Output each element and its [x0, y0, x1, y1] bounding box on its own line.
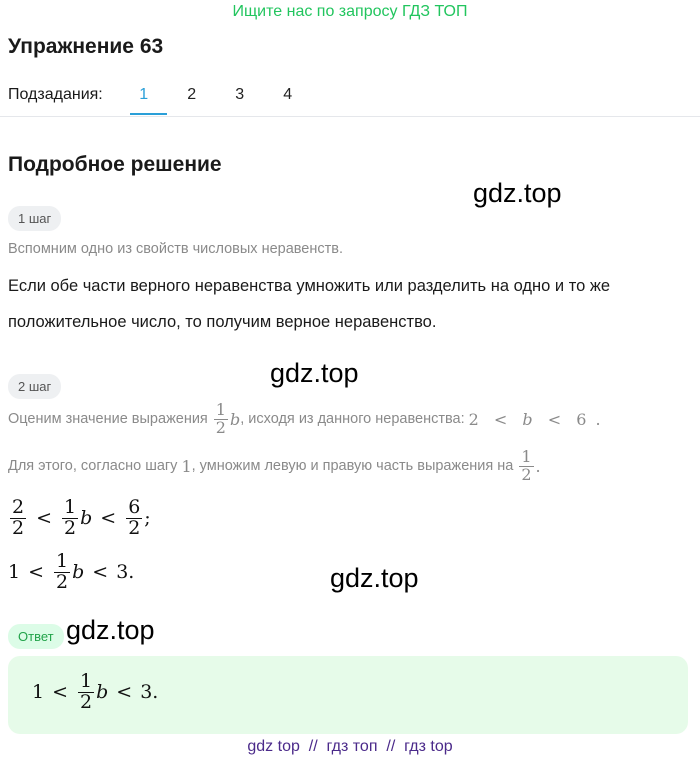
answer-left: 1: [32, 681, 45, 704]
fraction-six-halves: [126, 498, 142, 539]
fraction-denominator: 2: [56, 570, 69, 593]
answer-right: 3.: [140, 681, 159, 704]
math-step-multiply: [8, 498, 151, 539]
active-tab-indicator: [130, 113, 167, 115]
fraction-denominator: 2: [12, 516, 25, 539]
fraction-one-half: [54, 552, 70, 593]
answer-badge: Ответ: [8, 624, 64, 649]
result-right: 3.: [116, 561, 135, 584]
answer-math: [32, 672, 158, 713]
ineq-lt: <: [493, 409, 508, 429]
given-inequality: [469, 410, 601, 429]
subtasks-nav: [8, 86, 312, 104]
step-1-line-2: положительное число, то получим верное неравенство.: [8, 313, 437, 331]
watermark: gdz.top: [330, 563, 419, 593]
fraction-numerator: 1: [56, 550, 69, 572]
variable-b: b: [80, 507, 93, 530]
variable-b: b: [96, 681, 109, 704]
fraction-denominator: 2: [128, 516, 141, 539]
fraction-one-half: [519, 449, 533, 484]
less-than: <: [116, 681, 133, 704]
variable-b: b: [72, 561, 85, 584]
fraction-numerator: 1: [521, 447, 532, 466]
fraction-one-half: [214, 402, 228, 437]
step-2-line-1-text-b: , исходя из данного неравенства:: [240, 411, 465, 428]
less-than: <: [28, 561, 45, 584]
header-divider: [0, 116, 700, 117]
step-2-line-1: [8, 402, 601, 437]
fraction-denominator: 2: [80, 690, 93, 713]
less-than: <: [100, 507, 117, 530]
tab-subtask-2[interactable]: 2: [187, 86, 197, 103]
footer-links[interactable]: gdz top // гдз топ // гдз top: [247, 738, 453, 755]
subtasks-label: Подзадания:: [8, 86, 103, 103]
math-step-result: [8, 552, 134, 593]
fraction-denominator: 2: [521, 464, 532, 484]
ineq-right: 6: [576, 409, 587, 429]
step-2-line-1-text: Оценим значение выражения: [8, 411, 208, 428]
step-1-hint: Вспомним одно из свойств числовых неравенств.: [8, 241, 344, 257]
ineq-var: b: [522, 409, 533, 429]
page-title: Упражнение 63: [8, 35, 164, 58]
search-banner: Ищите нас по запросу ГДЗ ТОП: [232, 3, 468, 20]
step-ref: 1: [181, 456, 192, 476]
watermark: gdz.top: [473, 178, 562, 208]
fraction-denominator: 2: [215, 417, 226, 437]
semicolon: ;: [144, 507, 151, 530]
watermark: gdz.top: [66, 615, 155, 645]
fraction-numerator: 1: [215, 400, 226, 419]
period: .: [535, 456, 541, 476]
fraction-two-halves: [10, 498, 26, 539]
less-than: <: [36, 507, 53, 530]
fraction-one-half: [62, 498, 78, 539]
result-left: 1: [8, 561, 21, 584]
step-1-line-1: Если обе части верного неравенства умножить или разделить на одно и то же: [8, 277, 611, 295]
less-than: <: [92, 561, 109, 584]
ineq-period: .: [595, 409, 601, 429]
tab-subtask-1[interactable]: 1: [139, 86, 149, 103]
variable-b: b: [229, 409, 241, 429]
ineq-lt: <: [547, 409, 562, 429]
step-2-badge: 2 шаг: [8, 374, 61, 399]
step-2-line-2-text: Для этого, согласно шагу: [8, 458, 178, 475]
solution-heading: Подробное решение: [8, 153, 222, 176]
fraction-numerator: 1: [64, 496, 77, 518]
fraction-numerator: 6: [128, 496, 141, 518]
fraction-one-half: [78, 672, 94, 713]
step-1-badge: 1 шаг: [8, 206, 61, 231]
less-than: <: [52, 681, 69, 704]
fraction-denominator: 2: [64, 516, 77, 539]
tab-subtask-3[interactable]: 3: [235, 86, 245, 103]
fraction-numerator: 1: [80, 670, 93, 692]
ineq-left: 2: [468, 409, 479, 429]
watermark: gdz.top: [270, 358, 359, 388]
step-2-line-2: [8, 449, 541, 484]
fraction-numerator: 2: [12, 496, 25, 518]
tab-subtask-4[interactable]: 4: [283, 86, 293, 103]
step-2-line-2-text-b: , умножим левую и правую часть выражения на: [191, 458, 514, 475]
